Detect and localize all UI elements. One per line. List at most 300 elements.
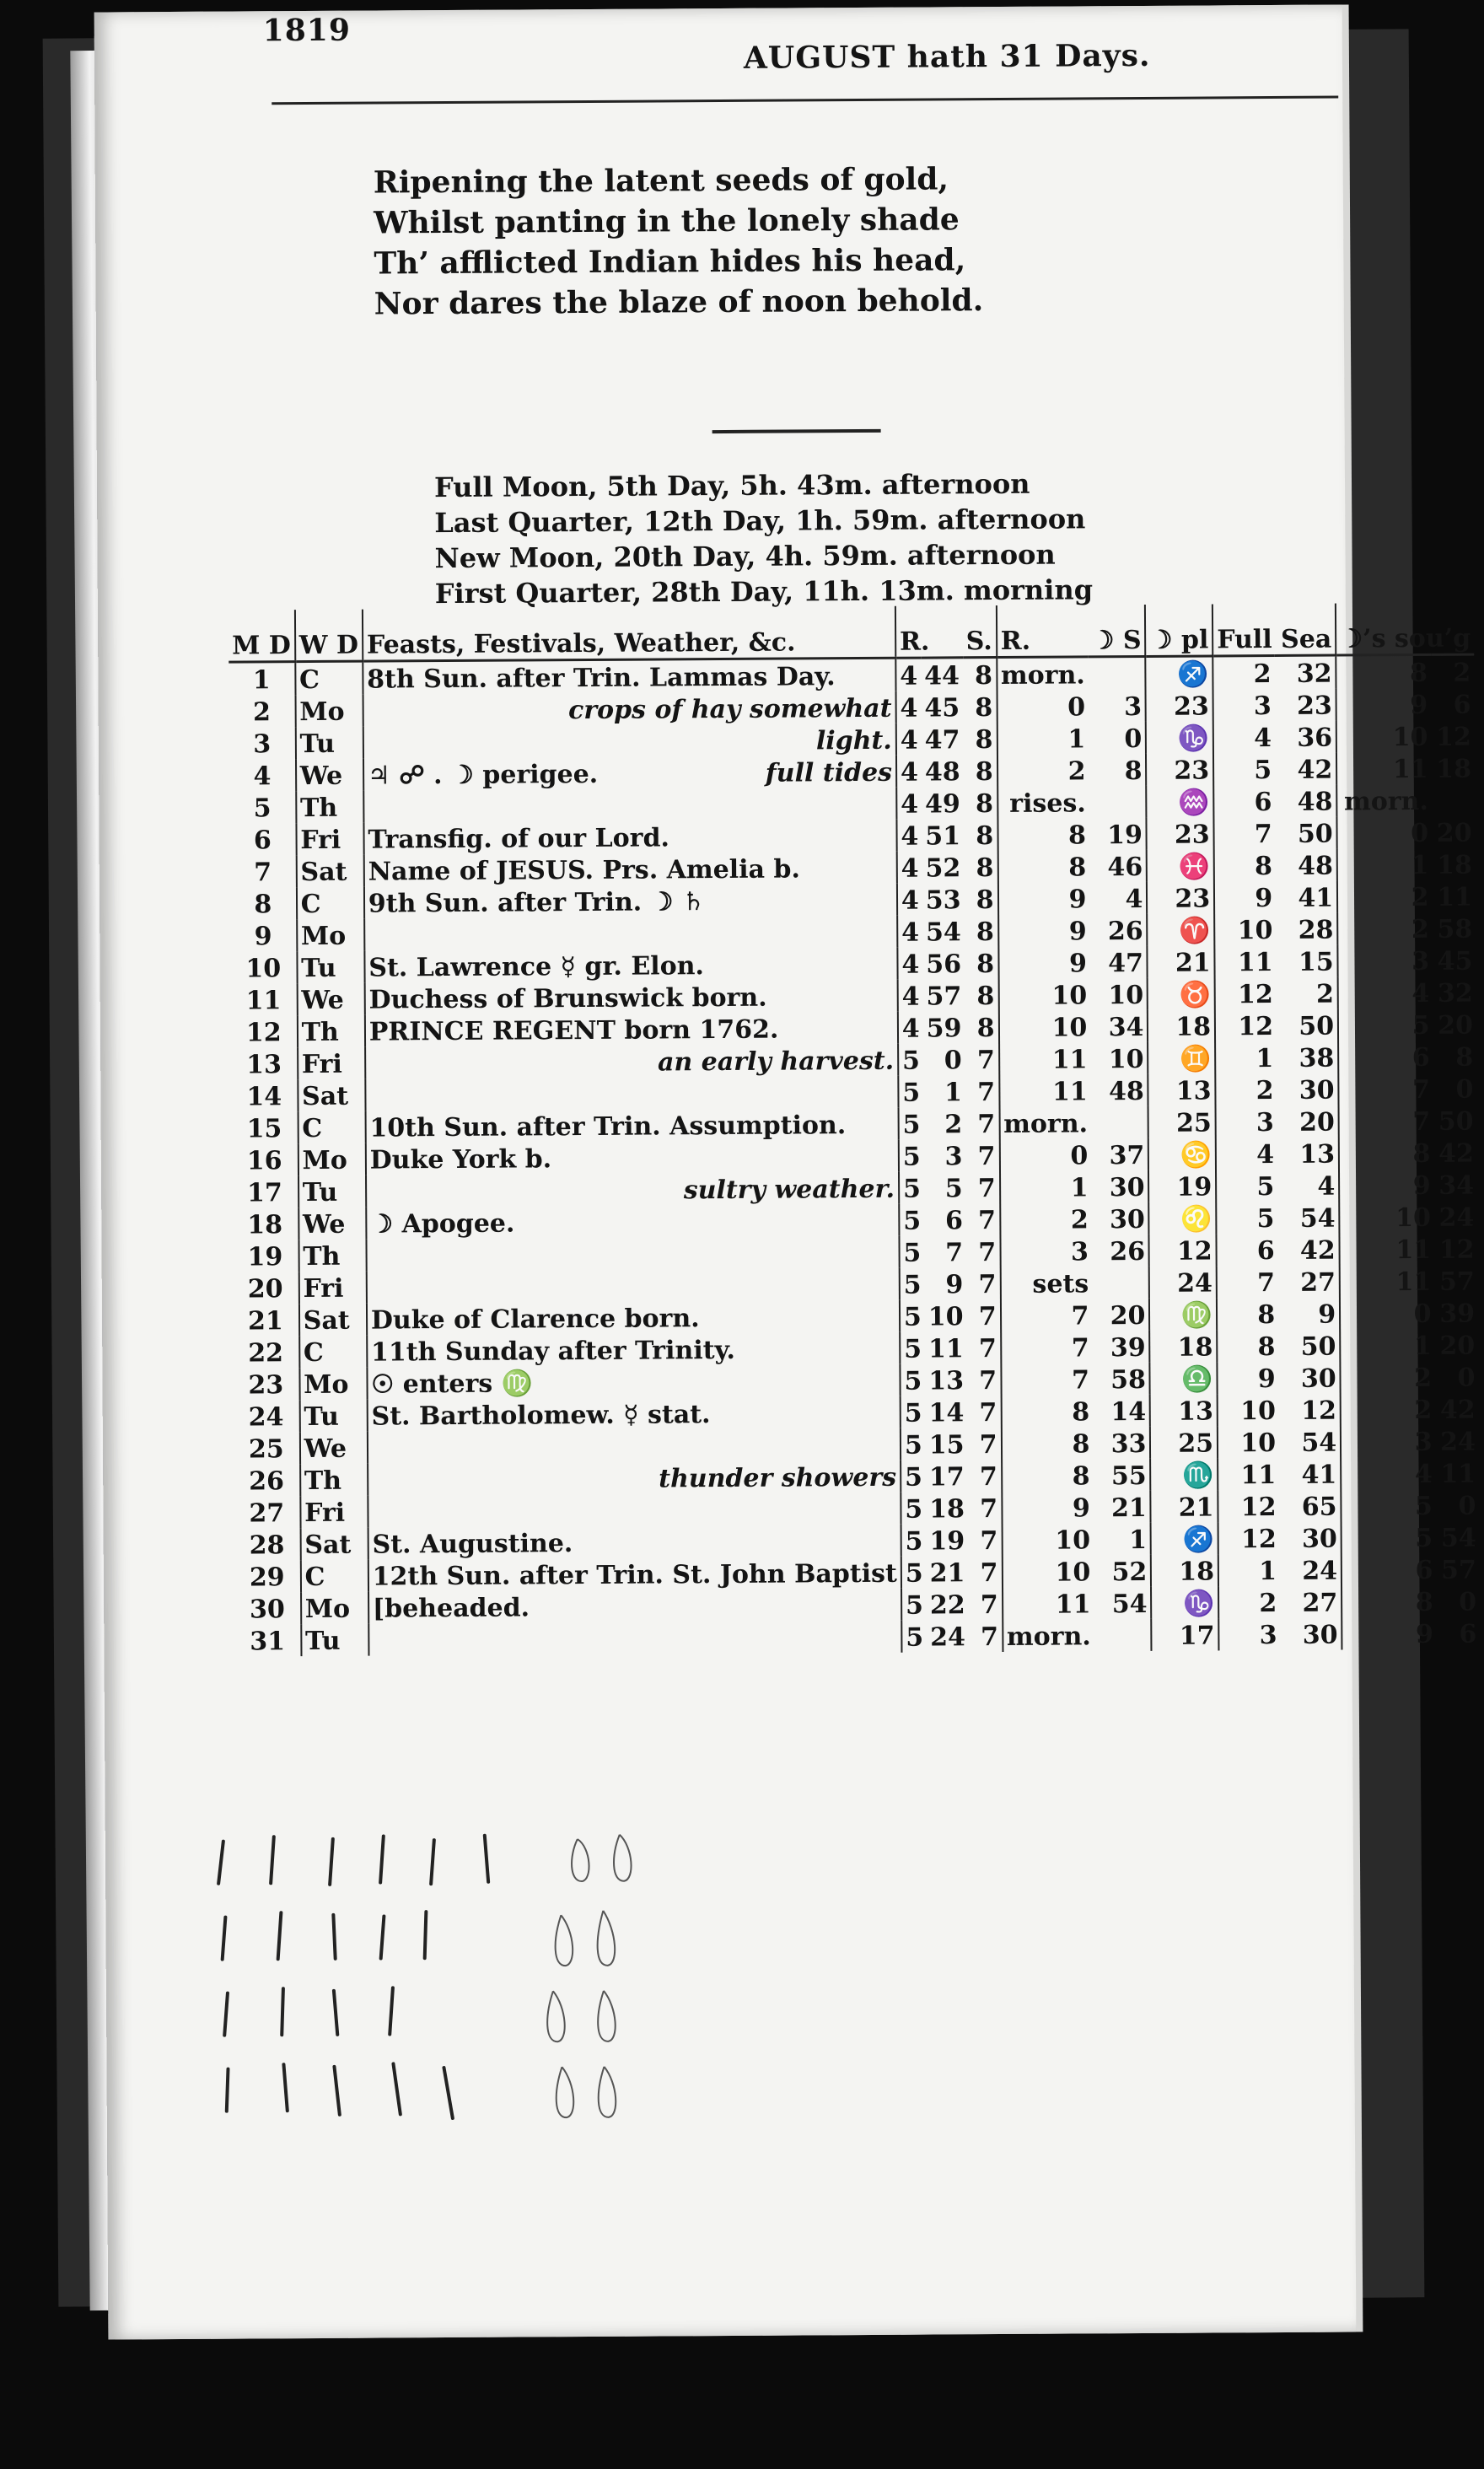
day-number: 19: [232, 1240, 298, 1272]
southing-hour: 4: [1338, 976, 1433, 1009]
sun-rise-hour: 5: [899, 1204, 924, 1236]
feast-text: [366, 1140, 899, 1175]
full-sea-hour: 12: [1215, 977, 1277, 1009]
poem-line: Nor dares the blaze of noon behold.: [374, 282, 984, 322]
full-sea-minute: 4: [1317, 1171, 1336, 1202]
moon-place: ♌: [1149, 1202, 1217, 1234]
sun-rise-hour: 4: [896, 820, 922, 852]
sun-rise-hour: 5: [901, 1557, 927, 1589]
weekday: Th: [298, 1240, 366, 1272]
moon-set: 54: [1111, 1589, 1148, 1620]
southing-hour: 11: [1340, 1233, 1435, 1266]
full-sea-minute: 12: [1301, 1396, 1337, 1426]
col-sun-rise: R.: [895, 605, 963, 658]
sun-set: 7: [979, 1366, 997, 1396]
sun-rise-hour: 5: [901, 1428, 926, 1460]
col-full-sea: Full Sea: [1212, 604, 1336, 656]
day-number: 26: [234, 1464, 300, 1496]
day-number: 31: [234, 1624, 301, 1656]
sun-rise-hour: 4: [896, 788, 922, 820]
sun-rise-minute: 21: [929, 1558, 965, 1589]
southing-hour: 2: [1341, 1393, 1436, 1426]
weekday: Tu: [299, 1400, 367, 1432]
moon-set: 0: [1124, 723, 1143, 755]
full-sea-hour: 8: [1217, 1298, 1278, 1330]
southing-minute: 0: [1457, 1363, 1476, 1393]
full-sea-hour: 1: [1215, 1041, 1277, 1073]
moon-place: 21: [1148, 945, 1215, 977]
moon-rise: 7: [1001, 1363, 1093, 1396]
day-number: 4: [229, 759, 296, 791]
moon-place: 13: [1148, 1073, 1216, 1105]
moon-rise: 7: [1001, 1299, 1093, 1331]
sun-rise-minute: 44: [924, 661, 960, 691]
feast-main: ☉ enters ♍: [371, 1369, 534, 1400]
full-sea-hour: 12: [1218, 1522, 1280, 1554]
sun-rise-minute: 59: [926, 1014, 962, 1044]
weekday: Fri: [298, 1047, 365, 1079]
moon-place: ♑: [1151, 1586, 1218, 1618]
sun-rise-hour: 4: [898, 980, 923, 1012]
feast-main: St. Bartholomew. ☿ stat.: [371, 1400, 711, 1432]
sun-rise-minute: 52: [925, 853, 961, 884]
moon-place: 23: [1147, 881, 1214, 913]
moon-place: 18: [1148, 1009, 1215, 1041]
full-sea-hour: 11: [1218, 1458, 1279, 1490]
tally-marks-drawing: [207, 1821, 714, 2162]
moon-place: ♋: [1148, 1138, 1216, 1170]
full-sea-minute: 54: [1301, 1428, 1337, 1458]
header-title: AUGUST hath 31 Days.: [743, 37, 1151, 76]
southing-minute: 12: [1438, 1234, 1475, 1265]
southing-hour: 11: [1336, 752, 1432, 785]
moon-rise: 11: [999, 1042, 1091, 1075]
weekday: Mo: [298, 1143, 365, 1175]
moon-set: 26: [1110, 1236, 1146, 1267]
day-number: 17: [232, 1175, 298, 1208]
weekday: Sat: [300, 1528, 368, 1560]
sun-rise-hour: 4: [896, 756, 922, 788]
poem-line: Whilst panting in the lonely shade: [373, 202, 960, 241]
sun-set: 7: [979, 1430, 997, 1460]
southing-minute: 20: [1438, 1010, 1474, 1041]
southing-minute: 24: [1440, 1427, 1476, 1457]
moon-rise: 9: [998, 946, 1090, 979]
moon-place: ♐: [1146, 656, 1213, 690]
moon-place: 23: [1146, 689, 1213, 721]
moon-rise: 0: [997, 690, 1089, 723]
sun-rise-hour: 5: [900, 1268, 925, 1300]
southing-hour: 5: [1342, 1521, 1437, 1554]
southing-minute: 8: [1455, 1042, 1474, 1073]
weather-note: full tides: [765, 757, 893, 788]
moon-rise: 8: [997, 818, 1089, 851]
full-sea-hour: 2: [1215, 1073, 1277, 1105]
moon-set: 52: [1111, 1557, 1148, 1588]
moon-set: 30: [1109, 1172, 1145, 1203]
feast-main: 11th Sunday after Trinity.: [371, 1335, 736, 1368]
full-sea-minute: 41: [1301, 1460, 1337, 1490]
southing-minute: 11: [1437, 882, 1473, 912]
moon-rise: 10: [1002, 1555, 1094, 1588]
sun-rise-minute: 13: [928, 1366, 965, 1396]
full-sea-hour: 5: [1216, 1202, 1277, 1234]
southing-hour: 7: [1339, 1105, 1434, 1138]
sun-rise-minute: 9: [945, 1270, 964, 1300]
southing-minute: 54: [1440, 1523, 1476, 1553]
sun-set: 7: [977, 1078, 996, 1108]
sun-set: 7: [980, 1494, 998, 1525]
southing-minute: 18: [1436, 850, 1472, 880]
full-sea-minute: 50: [1297, 819, 1333, 849]
southing-minute: 57: [1441, 1555, 1476, 1585]
moon-set: 30: [1109, 1204, 1145, 1235]
moon-phase: Full Moon, 5th Day, 5h. 43m. afternoon: [433, 467, 1030, 504]
feast-text: [363, 691, 895, 727]
sun-rise-minute: 54: [925, 917, 961, 948]
sun-set: 7: [978, 1270, 997, 1300]
moon-rise: 1: [1000, 1170, 1092, 1203]
day-number: 14: [231, 1079, 298, 1111]
full-sea-hour: 3: [1213, 689, 1275, 721]
day-number: 15: [232, 1111, 298, 1143]
moon-set: 1: [1129, 1525, 1148, 1556]
full-sea-minute: 65: [1301, 1492, 1337, 1522]
header-rule: [272, 96, 1338, 105]
weather-note: an early harvest.: [657, 1046, 895, 1078]
southing-hour: 2: [1341, 1361, 1436, 1394]
weekday: Fri: [298, 1272, 366, 1304]
feast-text: [363, 723, 896, 759]
sun-rise-hour: 5: [901, 1396, 926, 1428]
col-month-day: M D: [229, 610, 295, 662]
moon-set: 47: [1108, 948, 1144, 979]
day-number: 6: [229, 823, 296, 855]
moon-set: 48: [1108, 1076, 1144, 1107]
southing-minute: 18: [1436, 754, 1472, 784]
sun-rise-hour: 5: [901, 1493, 926, 1525]
southing-hour: 8: [1339, 1137, 1434, 1170]
full-sea-hour: 9: [1218, 1362, 1279, 1394]
southing-hour: 1: [1340, 1329, 1435, 1362]
weekday: Fri: [300, 1496, 368, 1528]
feast-text: [368, 1493, 901, 1528]
day-number: 21: [233, 1304, 299, 1336]
moon-set: 3: [1124, 691, 1143, 723]
feast-text: [367, 1300, 900, 1336]
full-sea-minute: 36: [1297, 723, 1333, 753]
feast-main: Duchess of Brunswick born.: [368, 982, 767, 1015]
sun-set: 8: [976, 885, 994, 916]
sun-rise-hour: 5: [901, 1589, 927, 1621]
southing-hour: 6: [1342, 1553, 1437, 1586]
full-sea-hour: 7: [1217, 1266, 1278, 1298]
sun-rise-minute: 3: [944, 1142, 963, 1172]
full-sea-hour: 8: [1217, 1330, 1278, 1362]
day-number: 9: [230, 919, 297, 951]
sun-rise-minute: 18: [929, 1494, 965, 1525]
southing-minute: 2: [1453, 658, 1471, 688]
moon-place: 25: [1148, 1105, 1216, 1138]
poem-line: Ripening the latent seeds of gold,: [373, 161, 949, 201]
moon-set: 8: [1124, 756, 1143, 787]
feast-text: [364, 884, 897, 919]
full-sea-hour: 12: [1215, 1009, 1277, 1041]
feast-main: ♃ ☍ . ☽ perigee.: [367, 759, 599, 791]
southing-minute: 20: [1439, 1331, 1476, 1361]
southing-hour: 5: [1338, 1009, 1433, 1041]
day-number: 22: [233, 1336, 299, 1368]
feast-main: PRINCE REGENT born 1762.: [368, 1014, 779, 1047]
sun-rise-minute: 24: [930, 1622, 966, 1653]
feast-text: [367, 1396, 900, 1432]
moon-set: [1089, 786, 1147, 818]
moon-place: ♉: [1148, 977, 1215, 1009]
sun-rise-minute: 17: [928, 1462, 965, 1493]
sun-rise-minute: 14: [928, 1398, 965, 1428]
weekday: C: [295, 661, 363, 695]
sun-rise-hour: 5: [901, 1621, 927, 1653]
moon-set: 33: [1110, 1428, 1147, 1460]
sun-rise-hour: 5: [900, 1332, 925, 1364]
moon-place: ♏: [1151, 1458, 1218, 1490]
feast-text: [363, 756, 896, 791]
day-number: 2: [229, 695, 296, 727]
sun-rise-hour: 4: [898, 1012, 923, 1044]
moon-place: ♍: [1149, 1298, 1217, 1330]
sun-set: 8: [975, 693, 993, 723]
sun-set: 7: [980, 1558, 998, 1589]
poem-line: Th’ afflicted Indian hides his head,: [374, 242, 966, 282]
moon-rise: 8: [997, 850, 1089, 883]
moon-place: ♓: [1147, 849, 1214, 881]
moon-rise: 0: [999, 1138, 1091, 1171]
moon-place: ♊: [1148, 1041, 1215, 1073]
southing-minute: 32: [1437, 978, 1473, 1009]
sun-rise-hour: 5: [900, 1364, 925, 1396]
sun-set: 7: [977, 1206, 997, 1236]
day-number: 3: [229, 727, 296, 759]
sun-rise-minute: 48: [924, 757, 960, 788]
feast-text: [363, 788, 896, 823]
moon-set: 10: [1108, 1044, 1144, 1075]
feast-main: [beheaded.: [372, 1593, 530, 1624]
full-sea-minute: 20: [1298, 1107, 1335, 1138]
moon-set: [1094, 1619, 1152, 1651]
weekday: Fri: [296, 823, 363, 855]
sun-set: 8: [976, 982, 995, 1012]
sun-set: 7: [977, 1110, 996, 1140]
full-sea-minute: 42: [1299, 1235, 1336, 1266]
moon-place: 23: [1147, 817, 1214, 849]
southing-hour: 2: [1337, 912, 1433, 945]
day-number: 27: [234, 1496, 300, 1528]
full-sea-hour: 6: [1217, 1234, 1278, 1266]
weather-note: thunder showers: [659, 1462, 897, 1494]
feast-main: Duke York b.: [369, 1144, 552, 1175]
full-sea-minute: 48: [1298, 851, 1334, 881]
weather-note: light.: [815, 725, 892, 756]
moon-set: 46: [1107, 852, 1143, 883]
moon-set: 37: [1109, 1140, 1145, 1171]
moon-rise: 8: [1001, 1427, 1093, 1460]
moon-rise: 10: [998, 1010, 1090, 1043]
day-number: 13: [231, 1047, 298, 1079]
sun-rise-hour: 5: [898, 1108, 923, 1140]
feast-text: [367, 1268, 900, 1304]
moon-place: 12: [1149, 1234, 1217, 1266]
moon-place: 19: [1148, 1170, 1216, 1202]
sun-set: 8: [975, 725, 993, 756]
feast-text: [366, 1236, 899, 1272]
southing-hour: 9: [1342, 1617, 1437, 1650]
full-sea-hour: 7: [1214, 817, 1276, 849]
southing-hour: 5: [1341, 1489, 1436, 1522]
col-sun-set: S.: [962, 605, 996, 658]
sun-rise-hour: 5: [901, 1460, 926, 1493]
sun-set: 8: [976, 1014, 995, 1044]
moon-place: 13: [1150, 1394, 1218, 1426]
weekday: C: [300, 1560, 368, 1592]
feast-text: [365, 1012, 898, 1047]
moon-phase: Last Quarter, 12th Day, 1h. 59m. afternoon: [434, 503, 1086, 540]
feast-text: [367, 1332, 900, 1368]
moon-rise: rises.: [997, 786, 1089, 819]
poem: [374, 159, 984, 324]
day-number: 5: [229, 791, 296, 823]
sun-rise-minute: 2: [944, 1110, 963, 1140]
weekday: Th: [300, 1464, 368, 1496]
sun-rise-hour: 5: [899, 1236, 924, 1268]
feast-text: [365, 1108, 898, 1143]
southing-hour: 4: [1341, 1457, 1436, 1490]
moon-rise: morn.: [1003, 1619, 1094, 1652]
col-moon-rise: R.: [996, 605, 1088, 657]
full-sea-minute: 2: [1315, 979, 1334, 1009]
feast-main: Name of JESUS. Prs. Amelia b.: [368, 854, 800, 887]
southing-minute: 39: [1439, 1299, 1476, 1329]
southing-hour: 0: [1340, 1297, 1435, 1330]
sun-rise-hour: 4: [897, 916, 922, 948]
moon-set: 58: [1110, 1364, 1147, 1396]
sun-set: 7: [980, 1590, 998, 1621]
southing-hour: 3: [1338, 944, 1433, 977]
southing-hour: 8: [1336, 654, 1431, 688]
southing-minute: 0: [1458, 1491, 1476, 1521]
moon-place: 18: [1151, 1554, 1218, 1586]
moon-place: 21: [1151, 1490, 1218, 1522]
full-sea-hour: 12: [1218, 1490, 1279, 1522]
feast-main: 8th Sun. after Trin. Lammas Day.: [367, 662, 836, 695]
full-sea-minute: 27: [1300, 1267, 1336, 1298]
sun-set: 7: [976, 1046, 995, 1076]
sun-rise-minute: 57: [926, 982, 962, 1012]
table-header-row: [229, 603, 1474, 663]
sun-set: 8: [975, 661, 993, 691]
weekday: C: [297, 887, 364, 919]
weekday: We: [297, 983, 364, 1015]
feast-text: [366, 1172, 899, 1208]
sun-rise-minute: 49: [925, 789, 960, 820]
southing-hour: 7: [1338, 1073, 1433, 1105]
day-number: 10: [230, 951, 297, 983]
southing-hour: morn.: [1336, 784, 1432, 817]
full-sea-minute: 41: [1298, 883, 1334, 913]
feast-main: 10th Sun. after Trin. Assumption.: [369, 1111, 847, 1143]
southing-hour: 10: [1339, 1201, 1434, 1234]
sun-rise-minute: 6: [944, 1206, 963, 1236]
southing-minute: 45: [1437, 946, 1473, 976]
feast-main: Duke of Clarence born.: [370, 1304, 700, 1336]
southing-hour: 1: [1337, 848, 1433, 881]
full-sea-hour: 2: [1218, 1586, 1280, 1618]
moon-set: 55: [1110, 1460, 1147, 1492]
full-sea-minute: 50: [1300, 1331, 1336, 1362]
feast-text: [368, 1621, 901, 1656]
moon-place: ♐: [1151, 1522, 1218, 1554]
sun-set: 8: [975, 789, 994, 820]
feast-text: [368, 1589, 901, 1624]
southing-minute: 6: [1459, 1619, 1477, 1649]
sun-rise-minute: 19: [929, 1526, 965, 1557]
col-week-day: W D: [295, 610, 363, 662]
southing-minute: 6: [1453, 690, 1471, 720]
full-sea-hour: 10: [1214, 913, 1276, 945]
weekday: Mo: [299, 1368, 367, 1400]
moon-phases: [434, 465, 1093, 611]
full-sea-hour: 8: [1214, 849, 1276, 881]
sun-rise-minute: 22: [929, 1590, 965, 1621]
weekday: C: [298, 1111, 365, 1143]
feast-text: [368, 1525, 901, 1560]
moon-place: ♈: [1148, 913, 1215, 945]
day-number: 28: [234, 1528, 301, 1560]
southing-hour: 11: [1340, 1265, 1435, 1298]
full-sea-minute: 54: [1299, 1203, 1336, 1234]
sun-set: 7: [980, 1622, 999, 1653]
sun-set: 8: [976, 853, 994, 884]
full-sea-hour: 4: [1216, 1138, 1277, 1170]
weekday: Mo: [295, 695, 363, 727]
moon-set: 26: [1107, 916, 1143, 947]
moon-set: 34: [1108, 1012, 1144, 1043]
sun-rise-hour: 5: [898, 1076, 923, 1108]
southing-minute: 58: [1437, 914, 1473, 944]
full-sea-minute: 28: [1298, 915, 1334, 945]
moon-place: 24: [1149, 1266, 1217, 1298]
moon-rise: 8: [1001, 1395, 1093, 1428]
sun-rise-hour: 5: [898, 1044, 923, 1076]
moon-phase: First Quarter, 28th Day, 11h. 13m. morning: [434, 573, 1094, 611]
full-sea-minute: 48: [1297, 787, 1333, 817]
moon-set: [1089, 656, 1146, 690]
feast-text: [366, 1204, 899, 1240]
full-sea-minute: 15: [1298, 947, 1334, 977]
full-sea-minute: 50: [1298, 1011, 1335, 1041]
full-sea-minute: 30: [1301, 1524, 1337, 1554]
sun-rise-hour: 4: [897, 852, 922, 884]
moon-place: 25: [1150, 1426, 1218, 1458]
southing-minute: 50: [1438, 1106, 1474, 1137]
moon-place: 23: [1146, 753, 1213, 785]
southing-minute: 20: [1436, 818, 1472, 848]
southing-hour: 0: [1337, 816, 1433, 849]
full-sea-hour: 4: [1213, 721, 1275, 753]
full-sea-minute: 27: [1302, 1588, 1338, 1618]
sun-rise-hour: 5: [899, 1172, 924, 1204]
day-number: 29: [234, 1560, 301, 1592]
full-sea-hour: 2: [1212, 656, 1274, 690]
